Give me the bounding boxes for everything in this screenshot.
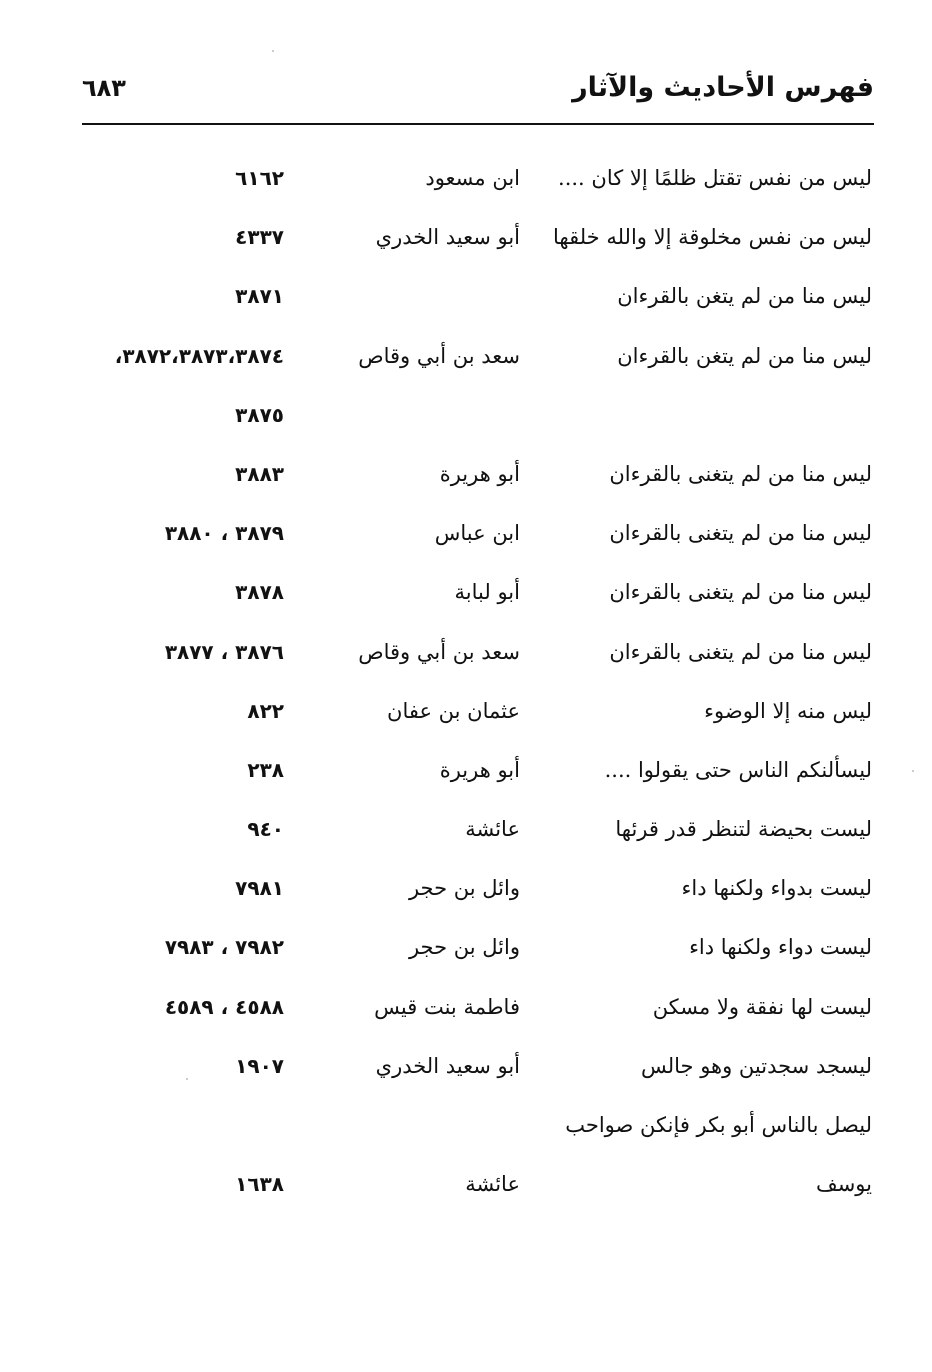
- hadith-text: ليس من نفس تقتل ظلمًا إلا كان ....: [558, 166, 872, 190]
- hadith-numbers: ٣٨٧٩ ، ٣٨٨٠: [164, 521, 284, 546]
- hadith-text: ليصل بالناس أبو بكر فإنكن صواحب: [565, 1113, 872, 1137]
- index-row: [0, 446, 932, 505]
- index-row: [0, 328, 932, 387]
- narrator-name: سعد بن أبي وقاص: [358, 343, 520, 368]
- narrator-name: أبو لبابة: [454, 580, 520, 605]
- narrator-name: عثمان بن عفان: [387, 698, 520, 723]
- index-row: [0, 387, 932, 446]
- narrator-name: أبو هريرة: [439, 757, 520, 782]
- index-row: [0, 564, 932, 623]
- hadith-text: ليس منه إلا الوضوء: [704, 698, 872, 723]
- hadith-numbers: ٦١٦٢: [235, 166, 284, 190]
- index-row: [0, 683, 932, 742]
- hadith-numbers: ٣٨٧٢،٣٨٧٣،٣٨٧٤،: [114, 343, 284, 368]
- index-row: [0, 979, 932, 1038]
- hadith-numbers: ٣٨٨٣: [235, 461, 284, 486]
- hadith-text: ليس منا من لم يتغنى بالقرءان: [609, 521, 872, 546]
- hadith-numbers: ٢٣٨: [247, 757, 284, 782]
- index-row: [0, 268, 932, 327]
- hadith-numbers: ١٦٣٨: [235, 1172, 284, 1197]
- hadith-text: ليس منا من لم يتغن بالقرءان: [617, 343, 872, 368]
- hadith-text: ليس منا من لم يتغنى بالقرءان: [609, 580, 872, 605]
- hadith-text: ليس منا من لم يتغنى بالقرءان: [609, 639, 872, 664]
- index-table: [0, 150, 932, 1215]
- page-header: [82, 72, 874, 116]
- index-row: [0, 505, 932, 564]
- index-row: [0, 801, 932, 860]
- index-row: [0, 150, 932, 209]
- hadith-numbers: ٧٩٨١: [235, 876, 284, 901]
- hadith-text: ليست بدواء ولكنها داء: [681, 876, 872, 901]
- narrator-name: عائشة: [465, 817, 520, 842]
- hadith-numbers: ١٩٠٧: [235, 1053, 284, 1078]
- narrator-name: وائل بن حجر: [408, 876, 520, 901]
- hadith-numbers: ٣٨٧٦ ، ٣٨٧٧: [164, 639, 284, 664]
- header-rule: [82, 123, 874, 125]
- hadith-text: ليس منا من لم يتغن بالقرءان: [617, 284, 872, 309]
- narrator-name: فاطمة بنت قيس: [374, 994, 520, 1019]
- narrator-name: ابن عباس: [434, 521, 520, 546]
- narrator-name: أبو هريرة: [439, 461, 520, 486]
- scan-speck: [186, 1078, 188, 1080]
- narrator-name: أبو سعيد الخدري: [375, 225, 520, 250]
- hadith-numbers: ٧٩٨٢ ، ٧٩٨٣: [164, 935, 284, 960]
- hadith-text: ليست دواء ولكنها داء: [689, 935, 872, 960]
- index-row: [0, 1038, 932, 1097]
- index-row: [0, 860, 932, 919]
- hadith-numbers: ٣٨٧١: [235, 284, 284, 309]
- hadith-text: ليس منا من لم يتغنى بالقرءان: [609, 461, 872, 486]
- hadith-text: ليسجد سجدتين وهو جالس: [640, 1053, 872, 1078]
- index-row: [0, 742, 932, 801]
- index-row: [0, 1097, 932, 1156]
- narrator-name: ابن مسعود: [425, 166, 520, 190]
- hadith-text: ليست بحيضة لتنظر قدر قرئها: [615, 817, 872, 842]
- index-row: [0, 1156, 932, 1215]
- narrator-name: سعد بن أبي وقاص: [358, 639, 520, 664]
- page-number: ٦٨٣: [82, 74, 126, 102]
- hadith-numbers: ٤٥٨٨ ، ٤٥٨٩: [164, 994, 284, 1019]
- hadith-numbers: ٩٤٠: [247, 817, 284, 842]
- scan-speck: [912, 770, 914, 772]
- narrator-name: عائشة: [465, 1172, 520, 1197]
- hadith-numbers: ٨٢٢: [247, 698, 284, 723]
- hadith-text: ليس من نفس مخلوقة إلا والله خلقها: [553, 225, 872, 250]
- hadith-text: يوسف: [815, 1172, 872, 1197]
- hadith-numbers: ٣٨٧٨: [235, 580, 284, 605]
- narrator-name: أبو سعيد الخدري: [375, 1053, 520, 1078]
- index-row: [0, 624, 932, 683]
- index-row: [0, 209, 932, 268]
- hadith-numbers: ٤٣٣٧: [235, 225, 284, 250]
- hadith-text: ليست لها نفقة ولا مسكن: [652, 994, 872, 1019]
- page-title: فهرس الأحاديث والآثار: [572, 72, 874, 103]
- hadith-numbers: ٣٨٧٥: [235, 402, 284, 427]
- scan-speck: [272, 50, 274, 52]
- narrator-name: وائل بن حجر: [408, 935, 520, 960]
- index-row: [0, 919, 932, 978]
- hadith-text: ليسألنكم الناس حتى يقولوا ....: [604, 757, 872, 782]
